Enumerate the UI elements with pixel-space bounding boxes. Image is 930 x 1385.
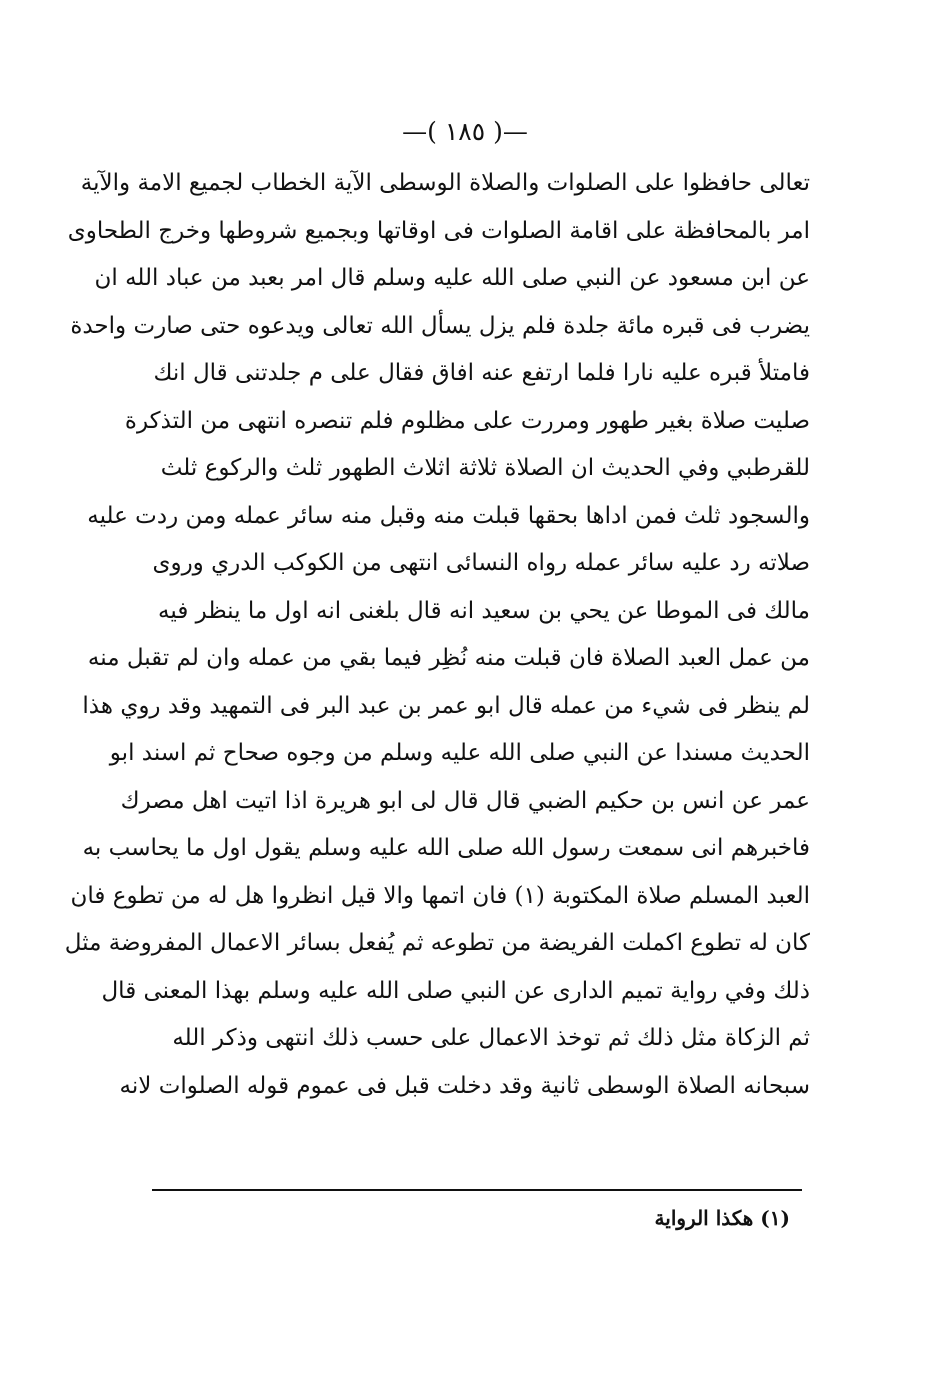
- page-number: —( ١٨٥ )—: [402, 117, 528, 146]
- text-line: ذلك وفي رواية تميم الدارى عن النبي صلى الله عليه وسلم بهذا المعنى قال: [101, 977, 810, 1004]
- text-line: امر بالمحافظة على اقامة الصلوات فى اوقاتها وبجميع شروطها وخرج الطحاوى: [67, 217, 810, 244]
- text-line: يضرب فى قبره مائة جلدة فلم يزل يسأل الله تعالى ويدعوه حتى صارت واحدة: [70, 312, 810, 339]
- text-line: تعالى حافظوا على الصلوات والصلاة الوسطى الآية الخطاب لجميع الامة والآية: [80, 170, 810, 196]
- text-line: صليت صلاة بغير طهور ومررت على مظلوم فلم تنصره انتهى من التذكرة: [124, 407, 810, 434]
- text-line: والسجود ثلث فمن اداها بحقها قبلت منه وقبل منه سائر عمله ومن ردت عليه: [87, 502, 810, 529]
- text-line: العبد المسلم صلاة المكتوبة (١) فان اتمها والا قيل انظروا هل له من تطوع فان: [70, 882, 810, 909]
- text-line: صلاته رد عليه سائر عمله رواه النسائى انتهى من الكوكب الدري وروى: [152, 550, 810, 576]
- text-line: فامتلأ قبره عليه نارا فلما ارتفع عنه افاق فقال على م جلدتنى قال انك: [153, 360, 810, 386]
- text-line: ثم الزكاة مثل ذلك ثم توخذ الاعمال على حسب ذلك انتهى وذكر الله: [172, 1025, 810, 1051]
- text-line: فاخبرهم انى سمعت رسول الله صلى الله عليه وسلم يقول اول ما يحاسب به: [82, 835, 810, 861]
- text-line: لم ينظر فى شيء من عمله قال ابو عمر بن عبد البر فى التمهيد وقد روي هذا: [82, 692, 810, 719]
- footnote-divider: [152, 1189, 802, 1191]
- text-line: عن ابن مسعود عن النبي صلى الله عليه وسلم قال امر بعبد من عباد الله ان: [94, 265, 810, 291]
- text-line: مالك فى الموطا عن يحي بن سعيد انه قال بلغنى انه اول ما ينظر فيه: [158, 597, 810, 624]
- text-line: الحديث مسندا عن النبي صلى الله عليه وسلم من وجوه صحاح ثم اسند ابو: [109, 740, 810, 766]
- body-text: [64, 160, 810, 1110]
- text-line: من عمل العبد الصلاة فان قبلت منه نُظِر فيما بقي من عمله وان لم تقبل منه: [87, 645, 810, 671]
- text-line: للقرطبي وفي الحديث ان الصلاة ثلاثة اثلاث الطهور ثلث والركوع ثلث: [160, 455, 810, 481]
- text-line: سبحانه الصلاة الوسطى ثانية وقد دخلت قبل فى عموم قوله الصلوات لانه: [119, 1072, 810, 1099]
- footnote: (١) هكذا الرواية: [654, 1206, 790, 1230]
- text-line: عمر عن انس بن حكيم الضبي قال قال لى ابو هريرة اذا اتيت اهل مصرك: [120, 787, 810, 814]
- text-line: كان له تطوع اكملت الفريضة من تطوعه ثم يُفعل بسائر الاعمال المفروضة مثل: [64, 930, 810, 956]
